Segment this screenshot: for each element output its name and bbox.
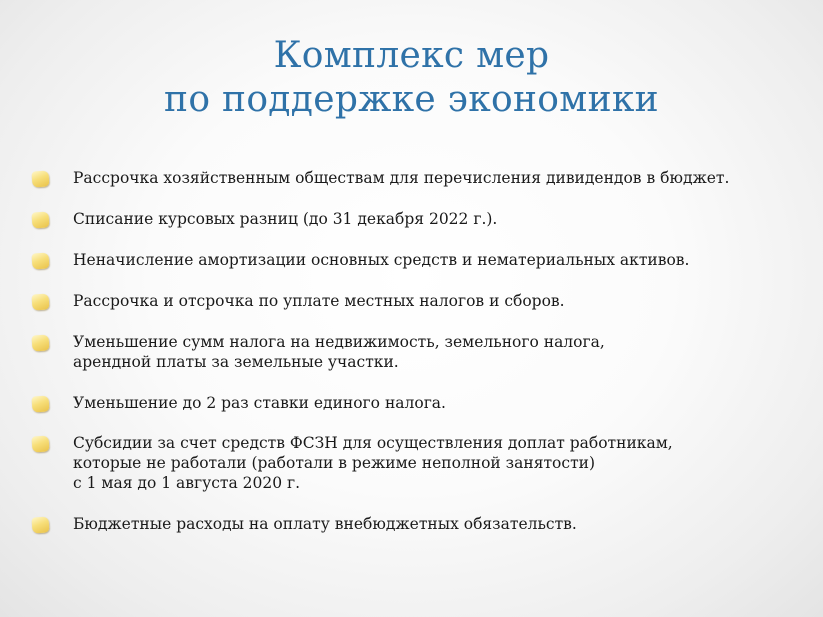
list-item-text: Списание курсовых разниц (до 31 декабря 2022 г.).: [73, 210, 498, 228]
bullet-icon: [31, 252, 49, 269]
bullet-icon: [31, 516, 49, 533]
bullet-icon: [31, 435, 49, 452]
list-item-text: Субсидии за счет средств ФСЗН для осуществления доплат работникам, которые не работали (работали в режиме неполной занятости) с 1 мая до 1 августа 2020 г.: [73, 434, 673, 492]
list-item-text: Уменьшение до 2 раз ставки единого налога.: [73, 394, 446, 412]
bullet-icon: [31, 211, 49, 228]
list-item-text: Уменьшение сумм налога на недвижимость, земельного налога, арендной платы за земельные участки.: [73, 333, 605, 371]
list-item-text: Неначисление амортизации основных средств и нематериальных активов.: [73, 251, 690, 269]
list-item-text: Бюджетные расходы на оплату внебюджетных обязательств.: [73, 515, 577, 533]
title-line-1: Комплекс мер: [273, 35, 550, 76]
bullet-icon: [31, 293, 49, 310]
list-item-text: Рассрочка хозяйственным обществам для перечисления дивидендов в бюджет.: [73, 169, 730, 187]
list-item-text: Рассрочка и отсрочка по уплате местных налогов и сборов.: [73, 292, 565, 310]
bullet-icon: [31, 395, 49, 412]
bullet-icon: [31, 334, 49, 351]
title-line-2: по поддержке экономики: [164, 79, 659, 120]
bullet-icon: [31, 170, 49, 187]
